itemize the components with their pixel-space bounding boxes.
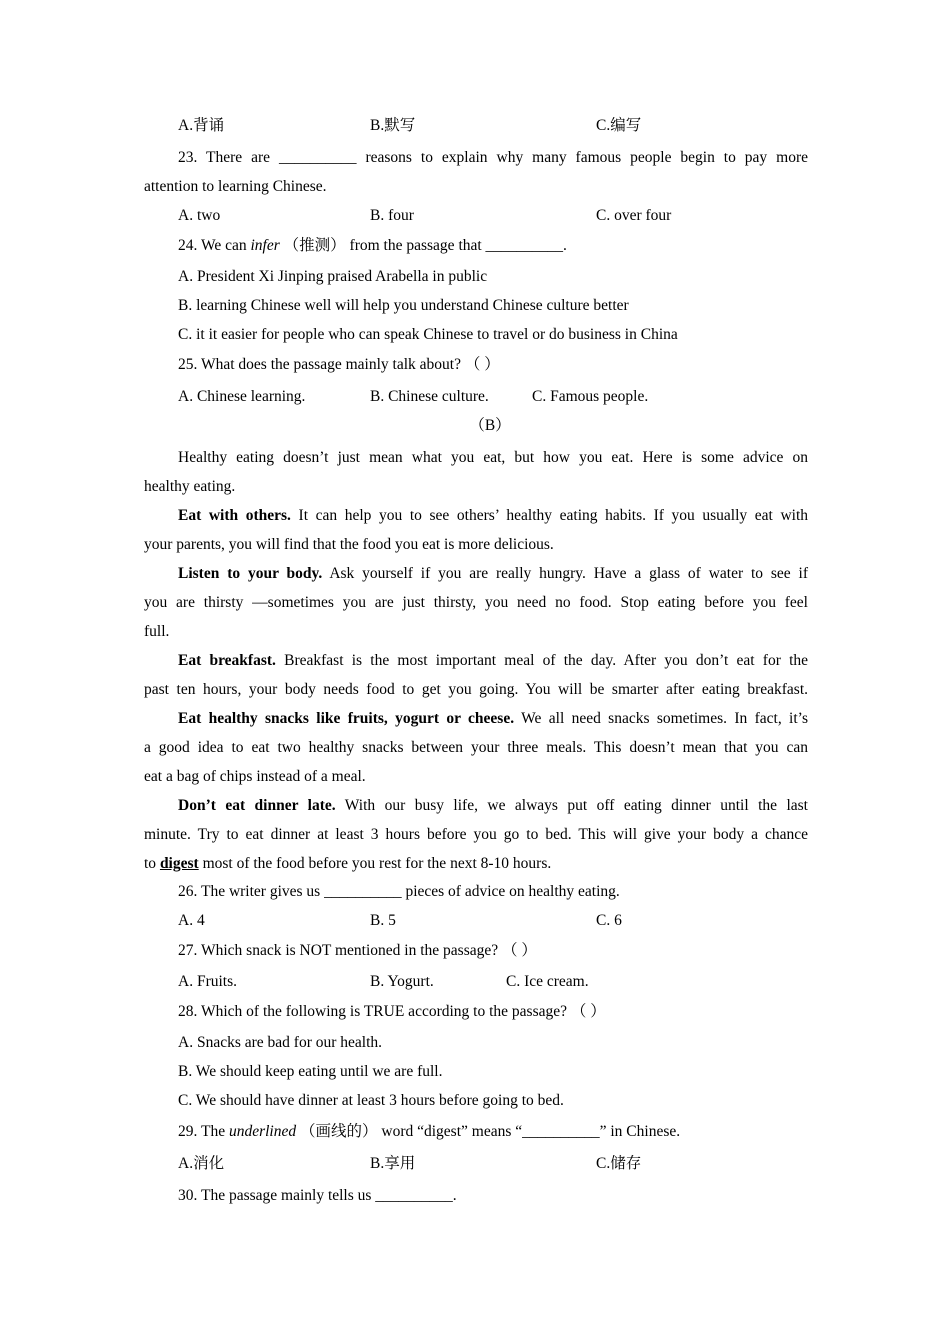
q25-answer-blank: （ ） bbox=[464, 356, 500, 373]
q23-option-a: A. two bbox=[178, 207, 221, 224]
q29-stem-post: word “digest” means “__________” in Chinese. bbox=[381, 1123, 681, 1140]
advice-2-line3: full. bbox=[144, 623, 170, 640]
q29-stem-cn: （画线的） bbox=[299, 1123, 378, 1140]
q27-stem bbox=[178, 941, 808, 961]
advice-1-line1 bbox=[178, 506, 808, 526]
q29-option-c: C.储存 bbox=[596, 1155, 642, 1172]
q28-stem-text: 28. Which of the following is TRUE according to the passage? bbox=[178, 1003, 567, 1020]
advice-2-line1 bbox=[178, 564, 808, 584]
section-b-heading: （B） bbox=[469, 417, 511, 434]
q24-stem bbox=[178, 236, 808, 256]
q23-option-b: B. four bbox=[370, 207, 414, 224]
q26-stem: 26. The writer gives us __________ pieces of advice on healthy eating. bbox=[178, 883, 620, 900]
q25-option-c: C. Famous people. bbox=[532, 388, 649, 405]
q29-option-b: B.享用 bbox=[370, 1155, 416, 1172]
advice-5-line3-post: most of the food before you rest for the next 8-10 hours. bbox=[198, 855, 552, 872]
q23-option-c: C. over four bbox=[596, 207, 672, 224]
advice-4-line1 bbox=[178, 709, 808, 729]
advice-3-text: Breakfast is the most important meal of the day. After you don’t eat for the bbox=[275, 652, 809, 669]
q27-option-a: A. Fruits. bbox=[178, 973, 237, 990]
advice-3-heading: Eat breakfast. bbox=[178, 652, 276, 669]
q25-stem-text: 25. What does the passage mainly talk about? bbox=[178, 356, 461, 373]
q24-stem-cn: （推测） bbox=[283, 237, 346, 254]
advice-5-line3 bbox=[144, 854, 808, 874]
q27-option-b: B. Yogurt. bbox=[370, 973, 434, 990]
advice-5-line3-pre: to bbox=[144, 855, 160, 872]
q26-option-c: C. 6 bbox=[596, 912, 622, 929]
q24-option-b: B. learning Chinese well will help you understand Chinese culture better bbox=[178, 297, 629, 314]
q24-stem-italic: infer bbox=[250, 237, 280, 254]
q28-option-c: C. We should have dinner at least 3 hours before going to bed. bbox=[178, 1092, 564, 1109]
q27-option-c: C. Ice cream. bbox=[506, 973, 589, 990]
q29-option-a: A.消化 bbox=[178, 1155, 225, 1172]
advice-1-line2: your parents, you will find that the food you eat is more delicious. bbox=[144, 536, 554, 553]
advice-5-heading: Don’t eat dinner late. bbox=[178, 797, 336, 814]
q22-option-b: B.默写 bbox=[370, 117, 416, 134]
q27-stem-text: 27. Which snack is NOT mentioned in the passage? bbox=[178, 942, 499, 959]
q30-stem: 30. The passage mainly tells us __________. bbox=[178, 1187, 457, 1204]
q24-option-a: A. President Xi Jinping praised Arabella in public bbox=[178, 268, 488, 285]
advice-1-text: It can help you to see others’ healthy eating habits. If you usually eat with bbox=[290, 507, 808, 524]
q24-stem-pre: 24. We can bbox=[178, 237, 251, 254]
q29-stem-italic: underlined bbox=[228, 1123, 297, 1140]
q28-stem bbox=[178, 1002, 808, 1022]
q26-option-a: A. 4 bbox=[178, 912, 205, 929]
advice-2-line2: you are thirsty —sometimes you are just thirsty, you need no food. Stop eating before you feel bbox=[144, 594, 808, 611]
advice-4-line2: a good idea to eat two healthy snacks between your three meals. This doesn’t mean that you can bbox=[144, 739, 808, 756]
advice-4-heading: Eat healthy snacks like fruits, yogurt or cheese. bbox=[178, 710, 515, 727]
q24-option-c: C. it it easier for people who can speak Chinese to travel or do business in China bbox=[178, 326, 678, 343]
q22-option-a: A.背诵 bbox=[178, 117, 225, 134]
q29-stem bbox=[178, 1122, 808, 1142]
q28-option-a: A. Snacks are bad for our health. bbox=[178, 1034, 383, 1051]
q24-stem-post: from the passage that __________. bbox=[349, 237, 567, 254]
passage-intro-line2: healthy eating. bbox=[144, 478, 236, 495]
q25-option-a: A. Chinese learning. bbox=[178, 388, 306, 405]
advice-3-line2: past ten hours, your body needs food to get you going. You will be smarter after eating breakfast. bbox=[144, 681, 808, 698]
q28-answer-blank: （ ） bbox=[570, 1003, 606, 1020]
advice-1-heading: Eat with others. bbox=[178, 507, 291, 524]
passage-intro-line1: Healthy eating doesn’t just mean what you eat, but how you eat. Here is some advice on bbox=[178, 449, 808, 466]
q22-option-c: C.编写 bbox=[596, 117, 642, 134]
q29-stem-pre: 29. The bbox=[178, 1123, 229, 1140]
q27-answer-blank: （ ） bbox=[502, 942, 537, 959]
advice-5-line1 bbox=[178, 796, 808, 816]
advice-4-line3: eat a bag of chips instead of a meal. bbox=[144, 768, 366, 785]
q25-option-b: B. Chinese culture. bbox=[370, 388, 489, 405]
advice-2-heading: Listen to your body. bbox=[178, 565, 323, 582]
advice-3-line1 bbox=[178, 651, 808, 671]
q28-option-b: B. We should keep eating until we are full. bbox=[178, 1063, 443, 1080]
q23-stem-line1: 23. There are __________ reasons to explain why many famous people begin to pay more bbox=[178, 149, 808, 166]
advice-5-text: With our busy life, we always put off eating dinner until the last bbox=[335, 797, 808, 814]
advice-4-text: We all need snacks sometimes. In fact, it’s bbox=[514, 710, 808, 727]
advice-5-line2: minute. Try to eat dinner at least 3 hours before you go to bed. This will give your body a chance bbox=[144, 826, 808, 843]
q23-stem-line2: attention to learning Chinese. bbox=[144, 178, 327, 195]
q26-option-b: B. 5 bbox=[370, 912, 396, 929]
underlined-word-digest: digest bbox=[159, 855, 199, 872]
advice-2-text: Ask yourself if you are really hungry. Have a glass of water to see if bbox=[322, 565, 808, 582]
q25-stem bbox=[178, 355, 808, 375]
